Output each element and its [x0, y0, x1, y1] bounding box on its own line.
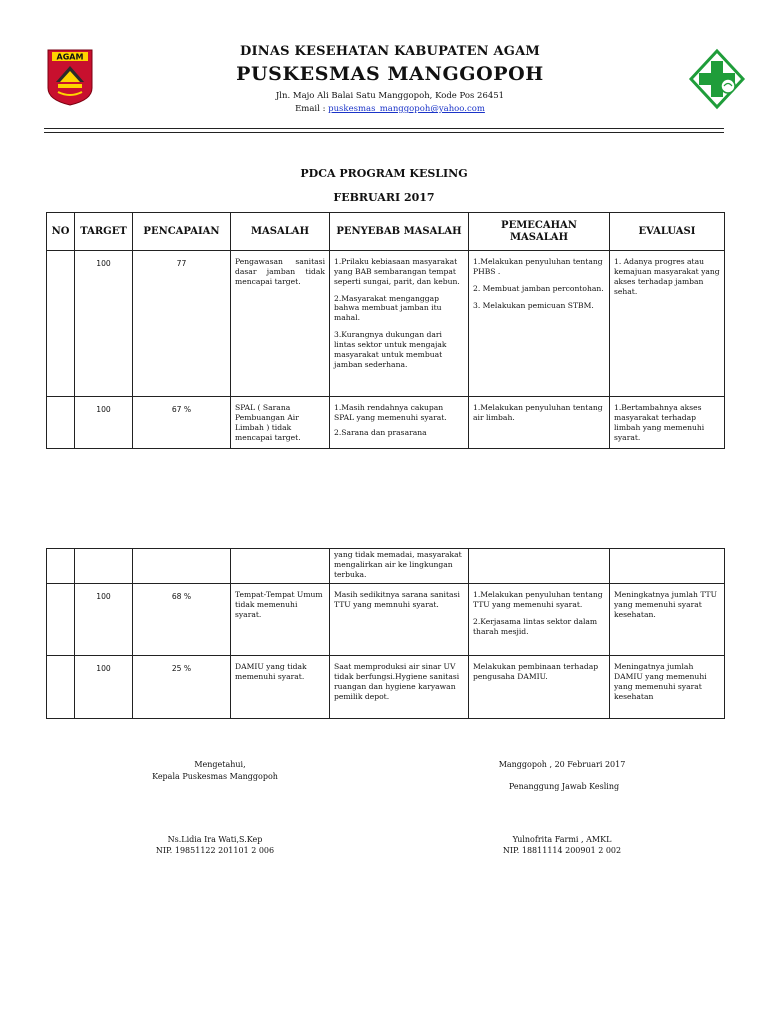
cell-target: 100	[75, 397, 133, 449]
penyebab-item: yang tidak memadai, masyarakat mengalirkan air ke lingkungan terbuka.	[334, 550, 462, 579]
cell-target: 100	[75, 251, 133, 397]
email-link[interactable]: puskesmas_manggopoh@yahoo.com	[328, 104, 485, 114]
sign-right-line1: Manggopoh , 20 Februari 2017	[498, 760, 626, 769]
pemecahan-item: 1.Melakukan penyuluhan tentang TTU yang memenuhi syarat.	[473, 590, 603, 609]
document-period: FEBRUARI 2017	[333, 191, 435, 204]
sign-right-name: Yulnofrita Farmi , AMKL	[512, 835, 612, 844]
cell-target	[75, 549, 133, 584]
cell-no	[47, 397, 75, 449]
email-line	[120, 104, 660, 114]
cell-masalah: Pengawasan sanitasi dasar jamban tidak mencapai target.	[231, 251, 330, 397]
penyebab-item: 3.Kurangnya dukungan dari lintas sektor untuk mengajak masyarakat untuk membuat jamban sederhana.	[334, 330, 447, 369]
pemecahan-item: Melakukan pembinaan terhadap pengusaha DAMIU.	[473, 662, 599, 681]
pemecahan-item: 2. Membuat jamban percontohan.	[473, 283, 604, 293]
penyebab-item: 1.Prilaku kebiasaan masyarakat yang BAB sembarangan tempat seperti sungai, parit, dan kebun.	[334, 257, 460, 286]
cell-target: 100	[75, 584, 133, 656]
cell-target: 100	[75, 656, 133, 719]
table-header-row	[47, 213, 725, 251]
agam-regency-logo	[46, 48, 94, 106]
col-header-masalah: MASALAH	[231, 213, 330, 251]
cell-penyebab	[330, 397, 469, 449]
letterhead-rule-bottom	[44, 132, 724, 133]
agam-logo-text: AGAM	[56, 52, 84, 62]
cell-pencapaian: 25 %	[133, 656, 231, 719]
sign-right-line2: Penanggung Jawab Kesling	[508, 782, 620, 791]
penyebab-item: 2.Sarana dan prasarana	[334, 427, 427, 437]
cell-evaluasi: 1. Adanya progres atau kemajuan masyarakat yang akses terhadap jamban sehat.	[610, 251, 725, 397]
cell-penyebab	[330, 656, 469, 719]
email-label: Email :	[295, 104, 329, 114]
cell-penyebab	[330, 549, 469, 584]
sign-left-line1: Mengetahui,	[194, 760, 246, 769]
cell-penyebab	[330, 251, 469, 397]
cell-evaluasi: Meningkatnya jumlah TTU yang memenuhi syarat kesehatan.	[610, 584, 725, 656]
penyebab-item: 1.Masih rendahnya cakupan SPAL yang memenuhi syarat.	[334, 403, 447, 422]
cell-pemecahan	[469, 251, 610, 397]
pdca-table	[46, 212, 725, 449]
cell-pencapaian: 67 %	[133, 397, 231, 449]
col-header-penyebab: PENYEBAB MASALAH	[330, 213, 469, 251]
cell-masalah	[231, 549, 330, 584]
puskesmas-logo	[688, 48, 746, 110]
sign-left-nip: NIP. 19851122 201101 2 006	[155, 846, 275, 855]
cell-masalah: Tempat-Tempat Umum tidak memenuhi syarat.	[231, 584, 330, 656]
table-row	[47, 251, 725, 397]
cell-pencapaian: 68 %	[133, 584, 231, 656]
cell-evaluasi: Meningatnya jumlah DAMIU yang memenuhi yang memenuhi syarat kesehatan	[610, 656, 725, 719]
pdca-table-continued	[46, 548, 725, 719]
cell-no	[47, 656, 75, 719]
document-title: PDCA PROGRAM KESLING	[300, 167, 468, 180]
col-header-pencapaian: PENCAPAIAN	[133, 213, 231, 251]
table-row	[47, 656, 725, 719]
pemecahan-item: 2.Kerjasama lintas sektor dalam tharah mesjid.	[473, 616, 598, 636]
cell-pemecahan	[469, 584, 610, 656]
cell-pencapaian	[133, 549, 231, 584]
cell-no	[47, 251, 75, 397]
col-header-target: TARGET	[75, 213, 133, 251]
pemecahan-item: 1.Melakukan penyuluhan tentang PHBS .	[473, 257, 603, 276]
pemecahan-item: 3. Melakukan pemicuan STBM.	[473, 300, 594, 310]
col-header-pemecahan: PEMECAHAN MASALAH	[469, 213, 610, 251]
puskesmas-name: PUSKESMAS MANGGOPOH	[236, 63, 544, 85]
penyebab-item: Saat memproduksi air sinar UV tidak berfungsi.Hygiene sanitasi ruangan dan hygiene karyawan pemilik depot.	[334, 662, 460, 701]
cell-pemecahan	[469, 397, 610, 449]
cell-masalah: DAMIU yang tidak memenuhi syarat.	[231, 656, 330, 719]
pemecahan-item: 1.Melakukan penyuluhan tentang air limbah.	[473, 403, 603, 422]
cell-pemecahan	[469, 549, 610, 584]
cell-evaluasi	[610, 549, 725, 584]
cell-pemecahan	[469, 656, 610, 719]
sign-left-name: Ns.Lidia Ira Wati,S.Kep	[167, 835, 263, 844]
table-row	[47, 549, 725, 584]
cell-no	[47, 549, 75, 584]
penyebab-item: 2.Masyarakat menganggap bahwa membuat jamban itu mahal.	[334, 293, 442, 323]
table-row	[47, 397, 725, 449]
cell-penyebab	[330, 584, 469, 656]
letterhead-rule-top	[44, 128, 724, 129]
address: Jln. Majo Ali Balai Satu Manggopoh, Kode Pos 26451	[275, 91, 505, 101]
col-header-no: NO	[47, 213, 75, 251]
sign-right-nip: NIP. 18811114 200901 2 002	[502, 846, 622, 855]
penyebab-item: Masih sedikitnya sarana sanitasi TTU yang memnuhi syarat.	[334, 590, 460, 609]
agency-name: DINAS KESEHATAN KABUPATEN AGAM	[240, 44, 540, 59]
table-row	[47, 584, 725, 656]
sign-left-line2: Kepala Puskesmas Manggopoh	[152, 772, 278, 781]
cell-pencapaian: 77	[133, 251, 231, 397]
cell-masalah: SPAL ( Sarana Pembuangan Air Limbah ) tidak mencapai target.	[231, 397, 330, 449]
col-header-evaluasi: EVALUASI	[610, 213, 725, 251]
cell-no	[47, 584, 75, 656]
cell-evaluasi: 1.Bertambahnya akses masyarakat terhadap limbah yang memenuhi syarat.	[610, 397, 725, 449]
